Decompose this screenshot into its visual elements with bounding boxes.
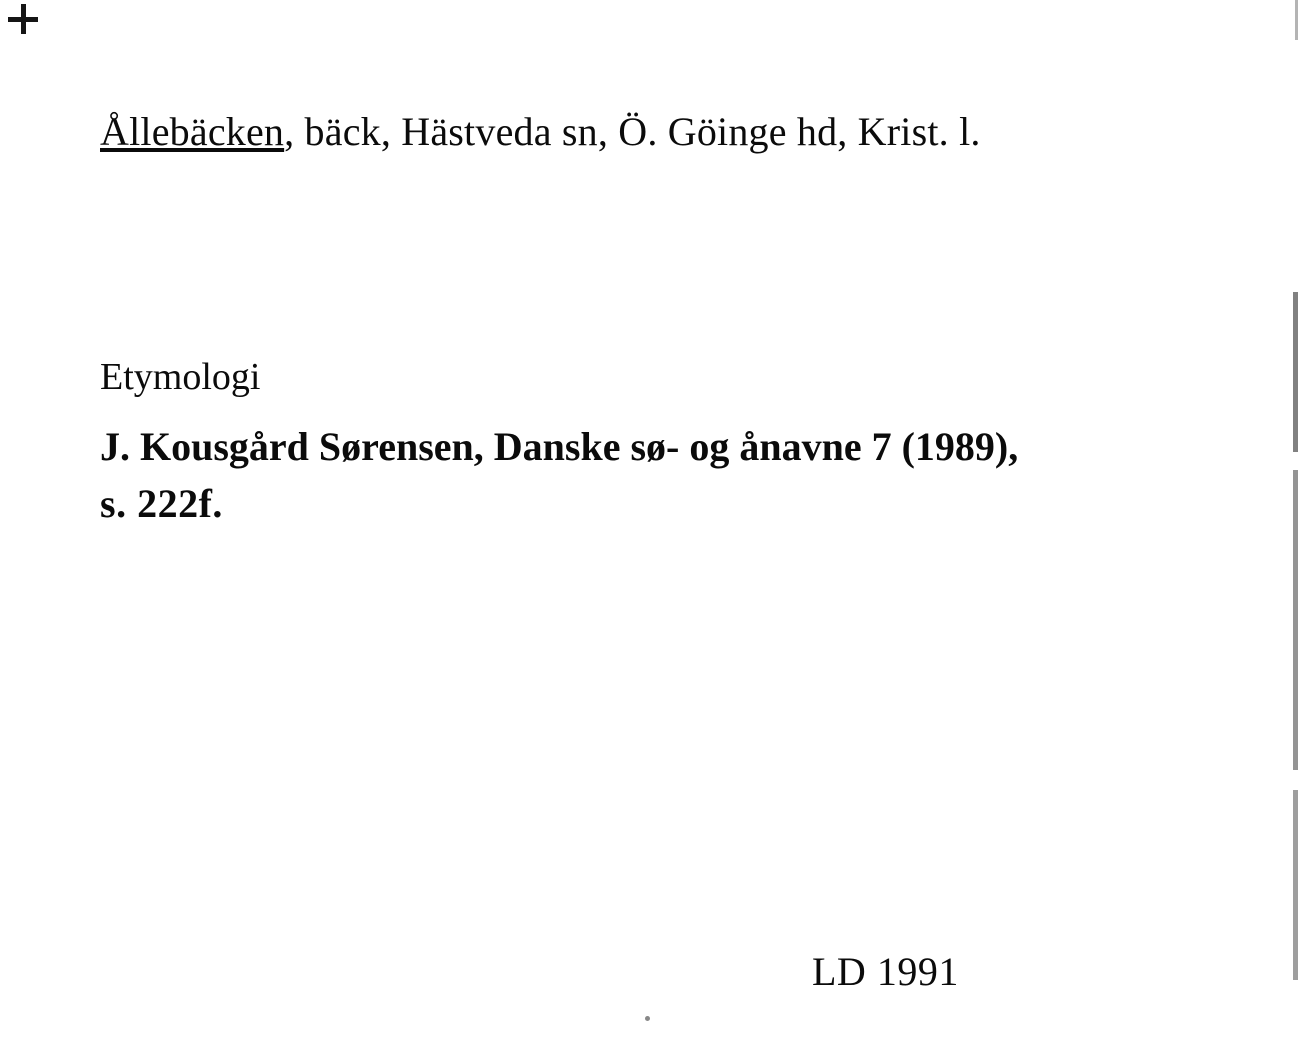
scan-edge-artifact	[1293, 790, 1298, 980]
scan-speck	[645, 1016, 650, 1021]
headword-qualifiers: , bäck, Hästveda sn, Ö. Göinge hd, Krist. l.	[284, 109, 981, 154]
signature-stamp: LD 1991	[812, 949, 959, 994]
reference-line-1: J. Kousgård Sørensen, Danske sø- og ånavne 7 (1989),	[100, 423, 1019, 469]
entry-content	[100, 108, 1220, 532]
headword: Ållebäcken	[100, 109, 285, 154]
reference-line-2: s. 222f.	[100, 480, 223, 526]
registration-plus-icon	[8, 4, 38, 34]
entry-headline	[100, 108, 1220, 155]
section-label-etymologi: Etymologi	[100, 356, 261, 399]
etymology-reference	[100, 419, 1215, 533]
scan-edge-artifact	[1293, 470, 1298, 770]
scan-edge-artifact	[1293, 292, 1298, 452]
